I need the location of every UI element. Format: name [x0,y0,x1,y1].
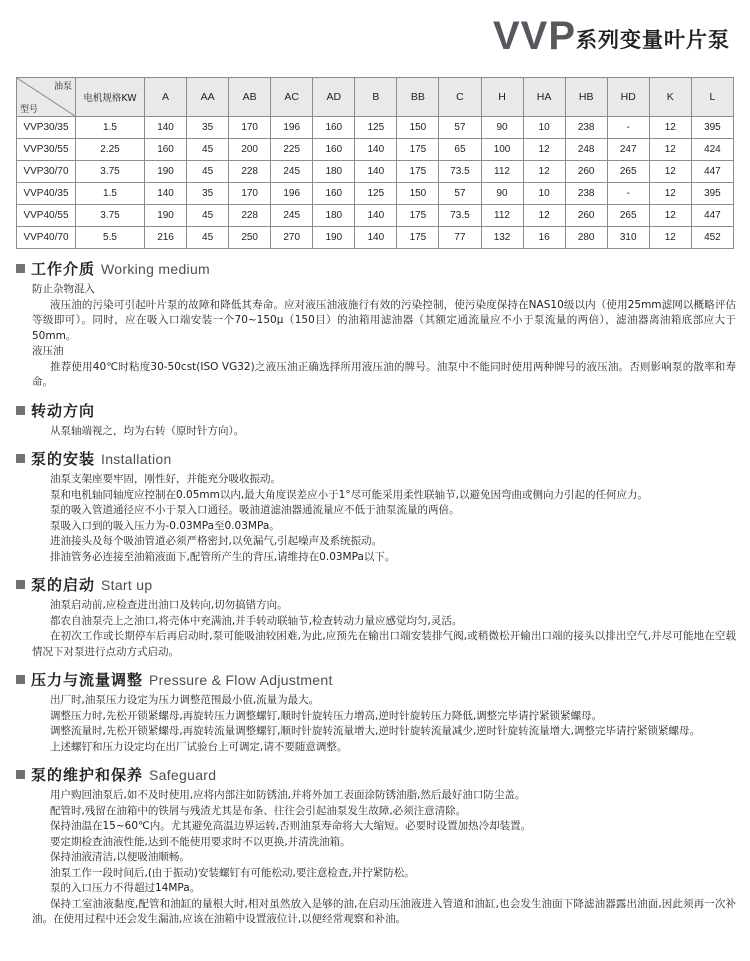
cell-hb: 260 [565,161,607,183]
cell-hb: 280 [565,227,607,249]
table-header-row [17,78,734,117]
section-heading [16,258,736,279]
cell-a: 190 [145,161,187,183]
column-header-ha: HA [523,78,565,117]
paragraph: 油泵启动前,应检查进出油口及转向,切勿搞错方向。 [50,599,288,611]
section-body [32,598,736,660]
cell-kw: 3.75 [76,205,145,227]
cell-k: 12 [649,183,691,205]
square-bullet-icon [16,675,25,684]
paragraph: 液压油 [32,345,64,357]
cell-kw: 5.5 [76,227,145,249]
cell-h: 112 [481,161,523,183]
section-title-en: Installation [101,451,172,467]
cell-h: 100 [481,139,523,161]
cell-kw: 3.75 [76,161,145,183]
cell-ha: 12 [523,161,565,183]
cell-model: VVP40/35 [17,183,76,205]
section-title-en: Pressure & Flow Adjustment [149,672,333,688]
section-body [32,424,736,440]
paragraph: 泵和电机轴同轴度应控制在0.05mm以内,最大角度误差应小于1°尽可能采用柔性联轴节,以避免因弯曲或侧向力引起的任何应力。 [50,488,648,501]
corner-label-top: 油泵 [53,82,72,92]
cell-ad: 190 [313,227,355,249]
paragraph: 调整流量时,先松开锁紧螺母,再旋转流量调整螺钉,顺时针旋转流量增大,逆时针旋转流量减少,逆时针旋转流量增大,调整完毕请拧紧锁紧螺母。 [50,725,701,737]
cell-aa: 35 [187,117,229,139]
section-rotation-direction [14,400,736,440]
paragraph: 油泵支架座要牢固，刚性好，并能充分吸收振动。 [50,473,281,485]
cell-b: 140 [355,205,397,227]
column-header-aa: AA [187,78,229,117]
paragraph: 泵的吸入管道通径应不小于泵入口通径。吸油道滤油器通流量应不低于油泵流量的两倍。 [50,504,460,516]
column-header-b: B [355,78,397,117]
paragraph: 防止杂物混入 [32,283,95,295]
cell-ad: 180 [313,205,355,227]
square-bullet-icon [16,454,25,463]
section-heading [16,574,736,595]
square-bullet-icon [16,580,25,589]
cell-kw: 2.25 [76,139,145,161]
cell-kw: 1.5 [76,117,145,139]
cell-bb: 150 [397,117,439,139]
cell-b: 140 [355,139,397,161]
paragraph: 液压油的污染可引起叶片泵的故障和降低其寿命。应对液压油液施行有效的污染控制，使污染度保持在NAS10级以内（使用25mm滤网以概略评估等级即可）。同时，应在吸入口端安装一个70~150μ（150目）的油箱用滤油器（其额定通流量应不小于泵流量的两倍），滤油器离油箱底部应大于50mm。 [32,298,736,342]
paragraph: 推荐使用40℃时粘度30-50cst(ISO VG32)之液压油正确选择所用液压油的牌号。油泵中不能同时使用两种牌号的液压油。否则影响泵的散率和寿命。 [32,360,736,388]
spec-table [16,77,734,249]
section-working-medium [14,258,736,391]
cell-ac: 196 [271,117,313,139]
cell-ha: 12 [523,139,565,161]
cell-aa: 45 [187,205,229,227]
cell-model: VVP40/70 [17,227,76,249]
column-header-kw: 电机规格KW [76,78,145,117]
cell-ab: 228 [229,161,271,183]
cell-a: 190 [145,205,187,227]
cell-b: 125 [355,183,397,205]
paragraph: 泵的入口压力不得超过14MPa。 [50,882,201,894]
cell-aa: 45 [187,227,229,249]
cell-l: 395 [691,117,733,139]
cell-hb: 260 [565,205,607,227]
column-header-l: L [691,78,733,117]
table-row [17,161,734,183]
section-title-cn: 泵的启动 [31,576,96,594]
cell-hb: 238 [565,117,607,139]
cell-hd: 265 [607,161,649,183]
paragraph: 用户购回油泵后,如不及时使用,应将内部注如防锈油,并将外加工表面涂防锈油脂,然后最好油口防尘盖。 [50,789,526,801]
square-bullet-icon [16,406,25,415]
section-heading [16,400,736,421]
square-bullet-icon [16,770,25,779]
cell-ab: 200 [229,139,271,161]
cell-ha: 10 [523,117,565,139]
section-body [32,693,736,755]
column-header-ad: AD [313,78,355,117]
section-heading [16,764,736,785]
cell-ac: 270 [271,227,313,249]
column-header-k: K [649,78,691,117]
cell-a: 216 [145,227,187,249]
table-row [17,183,734,205]
cell-k: 12 [649,205,691,227]
cell-h: 90 [481,183,523,205]
section-body [32,472,736,565]
paragraph: 从泵轴端视之，均为右转（原时针方向）。 [50,424,245,437]
cell-hb: 248 [565,139,607,161]
column-header-c: C [439,78,481,117]
cell-ac: 245 [271,161,313,183]
cell-b: 140 [355,161,397,183]
paragraph: 上述螺钉和压力设定均在出厂试验台上可调定,请不要随意调整。 [50,740,348,753]
page-title: 系列变量叶片泵 [576,28,730,52]
cell-hd: 265 [607,205,649,227]
spec-table-header [17,78,734,117]
section-title-en: Safeguard [149,767,217,783]
cell-bb: 175 [397,205,439,227]
cell-h: 112 [481,205,523,227]
section-title-cn: 工作介质 [31,260,96,278]
cell-c: 73.5 [439,161,481,183]
cell-bb: 175 [397,161,439,183]
paragraph: 要定期检查油液性能,达到不能使用要求时不以更换,并清洗油箱。 [50,835,351,848]
brand-title: VVP [492,14,576,58]
paragraph: 在初次工作或长期停车后再启动时,泵可能吸油较困难,为此,应预先在输出口端安装排气阀,或稍微松开输出口端的接头以排出空气,并尽可能地在空载情况下对泵进行点动方式启动。 [32,630,736,658]
cell-h: 90 [481,117,523,139]
cell-c: 57 [439,117,481,139]
cell-hd: 310 [607,227,649,249]
cell-a: 140 [145,183,187,205]
cell-ab: 250 [229,227,271,249]
cell-a: 140 [145,117,187,139]
table-row [17,205,734,227]
table-row [17,227,734,249]
cell-b: 140 [355,227,397,249]
cell-l: 452 [691,227,733,249]
column-header-hb: HB [565,78,607,117]
paragraph: 配管时,残留在油箱中的铁屑与残渣尤其是布条、往往会引起油泵发生故障,必须注意清除。 [50,804,467,817]
column-header-ac: AC [271,78,313,117]
section-body [32,282,736,391]
cell-ha: 16 [523,227,565,249]
cell-hd: - [607,117,649,139]
paragraph: 调整压力时,先松开锁紧螺母,再旋转压力调整螺钉,顺时针旋转压力增高,逆时针旋转压力降低,调整完毕请拧紧锁紧螺母。 [50,709,603,722]
paragraph: 保持工室油液黏度,配管和油缸的量根大时,相对虽然放入是够的油,在启动压油液进入管道和油缸,也会发生油面下降滤油器露出油面,因此须再一次补油。在使用过程中还会发生漏油,应该在油箱中设置液位计,以便经常观察和补油。 [32,897,736,925]
section-safeguard [14,764,736,928]
cell-kw: 1.5 [76,183,145,205]
cell-ad: 160 [313,139,355,161]
cell-a: 160 [145,139,187,161]
cell-bb: 175 [397,227,439,249]
cell-aa: 35 [187,183,229,205]
corner-label-bottom: 型号 [20,105,39,115]
spec-table-body [17,117,734,249]
cell-c: 73.5 [439,205,481,227]
cell-ab: 170 [229,117,271,139]
cell-hd: - [607,183,649,205]
section-title-cn: 泵的安装 [31,450,96,468]
cell-l: 395 [691,183,733,205]
section-title-cn: 泵的维护和保养 [31,766,144,784]
cell-bb: 150 [397,183,439,205]
section-pressure-flow-adjustment [14,669,736,755]
cell-ab: 228 [229,205,271,227]
paragraph: 保持油液清洁,以便吸油顺畅。 [50,851,190,863]
cell-hd: 247 [607,139,649,161]
column-header-a: A [145,78,187,117]
cell-c: 77 [439,227,481,249]
cell-k: 12 [649,227,691,249]
table-row [17,139,734,161]
cell-aa: 45 [187,161,229,183]
cell-k: 12 [649,139,691,161]
section-body [32,788,736,928]
page-header [14,0,736,65]
section-heading [16,669,736,690]
cell-c: 57 [439,183,481,205]
cell-k: 12 [649,161,691,183]
cell-h: 132 [481,227,523,249]
section-installation [14,448,736,565]
section-heading [16,448,736,469]
paragraph: 进油接头及每个吸油管道必须严格密封,以免漏气,引起噪声及系统振动。 [50,535,383,547]
column-header-h: H [481,78,523,117]
cell-hb: 238 [565,183,607,205]
paragraph: 保持油温在15~60℃内。尤其避免高温边界运转,否则油泵寿命将大大缩短。必要时设置加热冷却装置。 [50,820,532,832]
cell-model: VVP30/70 [17,161,76,183]
cell-aa: 45 [187,139,229,161]
cell-ha: 10 [523,183,565,205]
cell-l: 424 [691,139,733,161]
cell-ac: 225 [271,139,313,161]
square-bullet-icon [16,264,25,273]
cell-model: VVP40/55 [17,205,76,227]
paragraph: 排油管务必连接至油箱液面下,配管所产生的背压,请维持在0.03MPa以下。 [50,550,396,563]
table-row [17,117,734,139]
section-title-cn: 压力与流量调整 [31,671,144,689]
cell-model: VVP30/55 [17,139,76,161]
cell-ab: 170 [229,183,271,205]
column-header-hd: HD [607,78,649,117]
column-header-ab: AB [229,78,271,117]
section-title-cn: 转动方向 [31,401,96,420]
cell-ac: 196 [271,183,313,205]
table-corner-cell [17,78,76,117]
cell-ad: 160 [313,117,355,139]
cell-bb: 175 [397,139,439,161]
section-start-up [14,574,736,660]
section-title-en: Working medium [101,261,210,277]
cell-model: VVP30/35 [17,117,76,139]
paragraph: 泵吸入口到的吸入压力为-0.03MPa至0.03MPa。 [50,519,280,532]
cell-c: 65 [439,139,481,161]
cell-ac: 245 [271,205,313,227]
cell-l: 447 [691,161,733,183]
cell-ad: 160 [313,183,355,205]
paragraph: 油泵工作一段时间后,(由于振动)安装螺钉有可能松动,要注意检查,并拧紧防松。 [50,866,415,879]
paragraph: 出厂时,油泵压力设定为压力调整范围最小值,流量为最大。 [50,694,320,706]
cell-b: 125 [355,117,397,139]
column-header-bb: BB [397,78,439,117]
cell-ha: 12 [523,205,565,227]
cell-l: 447 [691,205,733,227]
paragraph: 都农自油泵壳上之油口,将壳体中充满油,并手转动联轴节,检查转动力量应感觉均匀,灵活。 [50,614,463,627]
cell-ad: 180 [313,161,355,183]
section-title-en: Start up [101,577,153,593]
cell-k: 12 [649,117,691,139]
